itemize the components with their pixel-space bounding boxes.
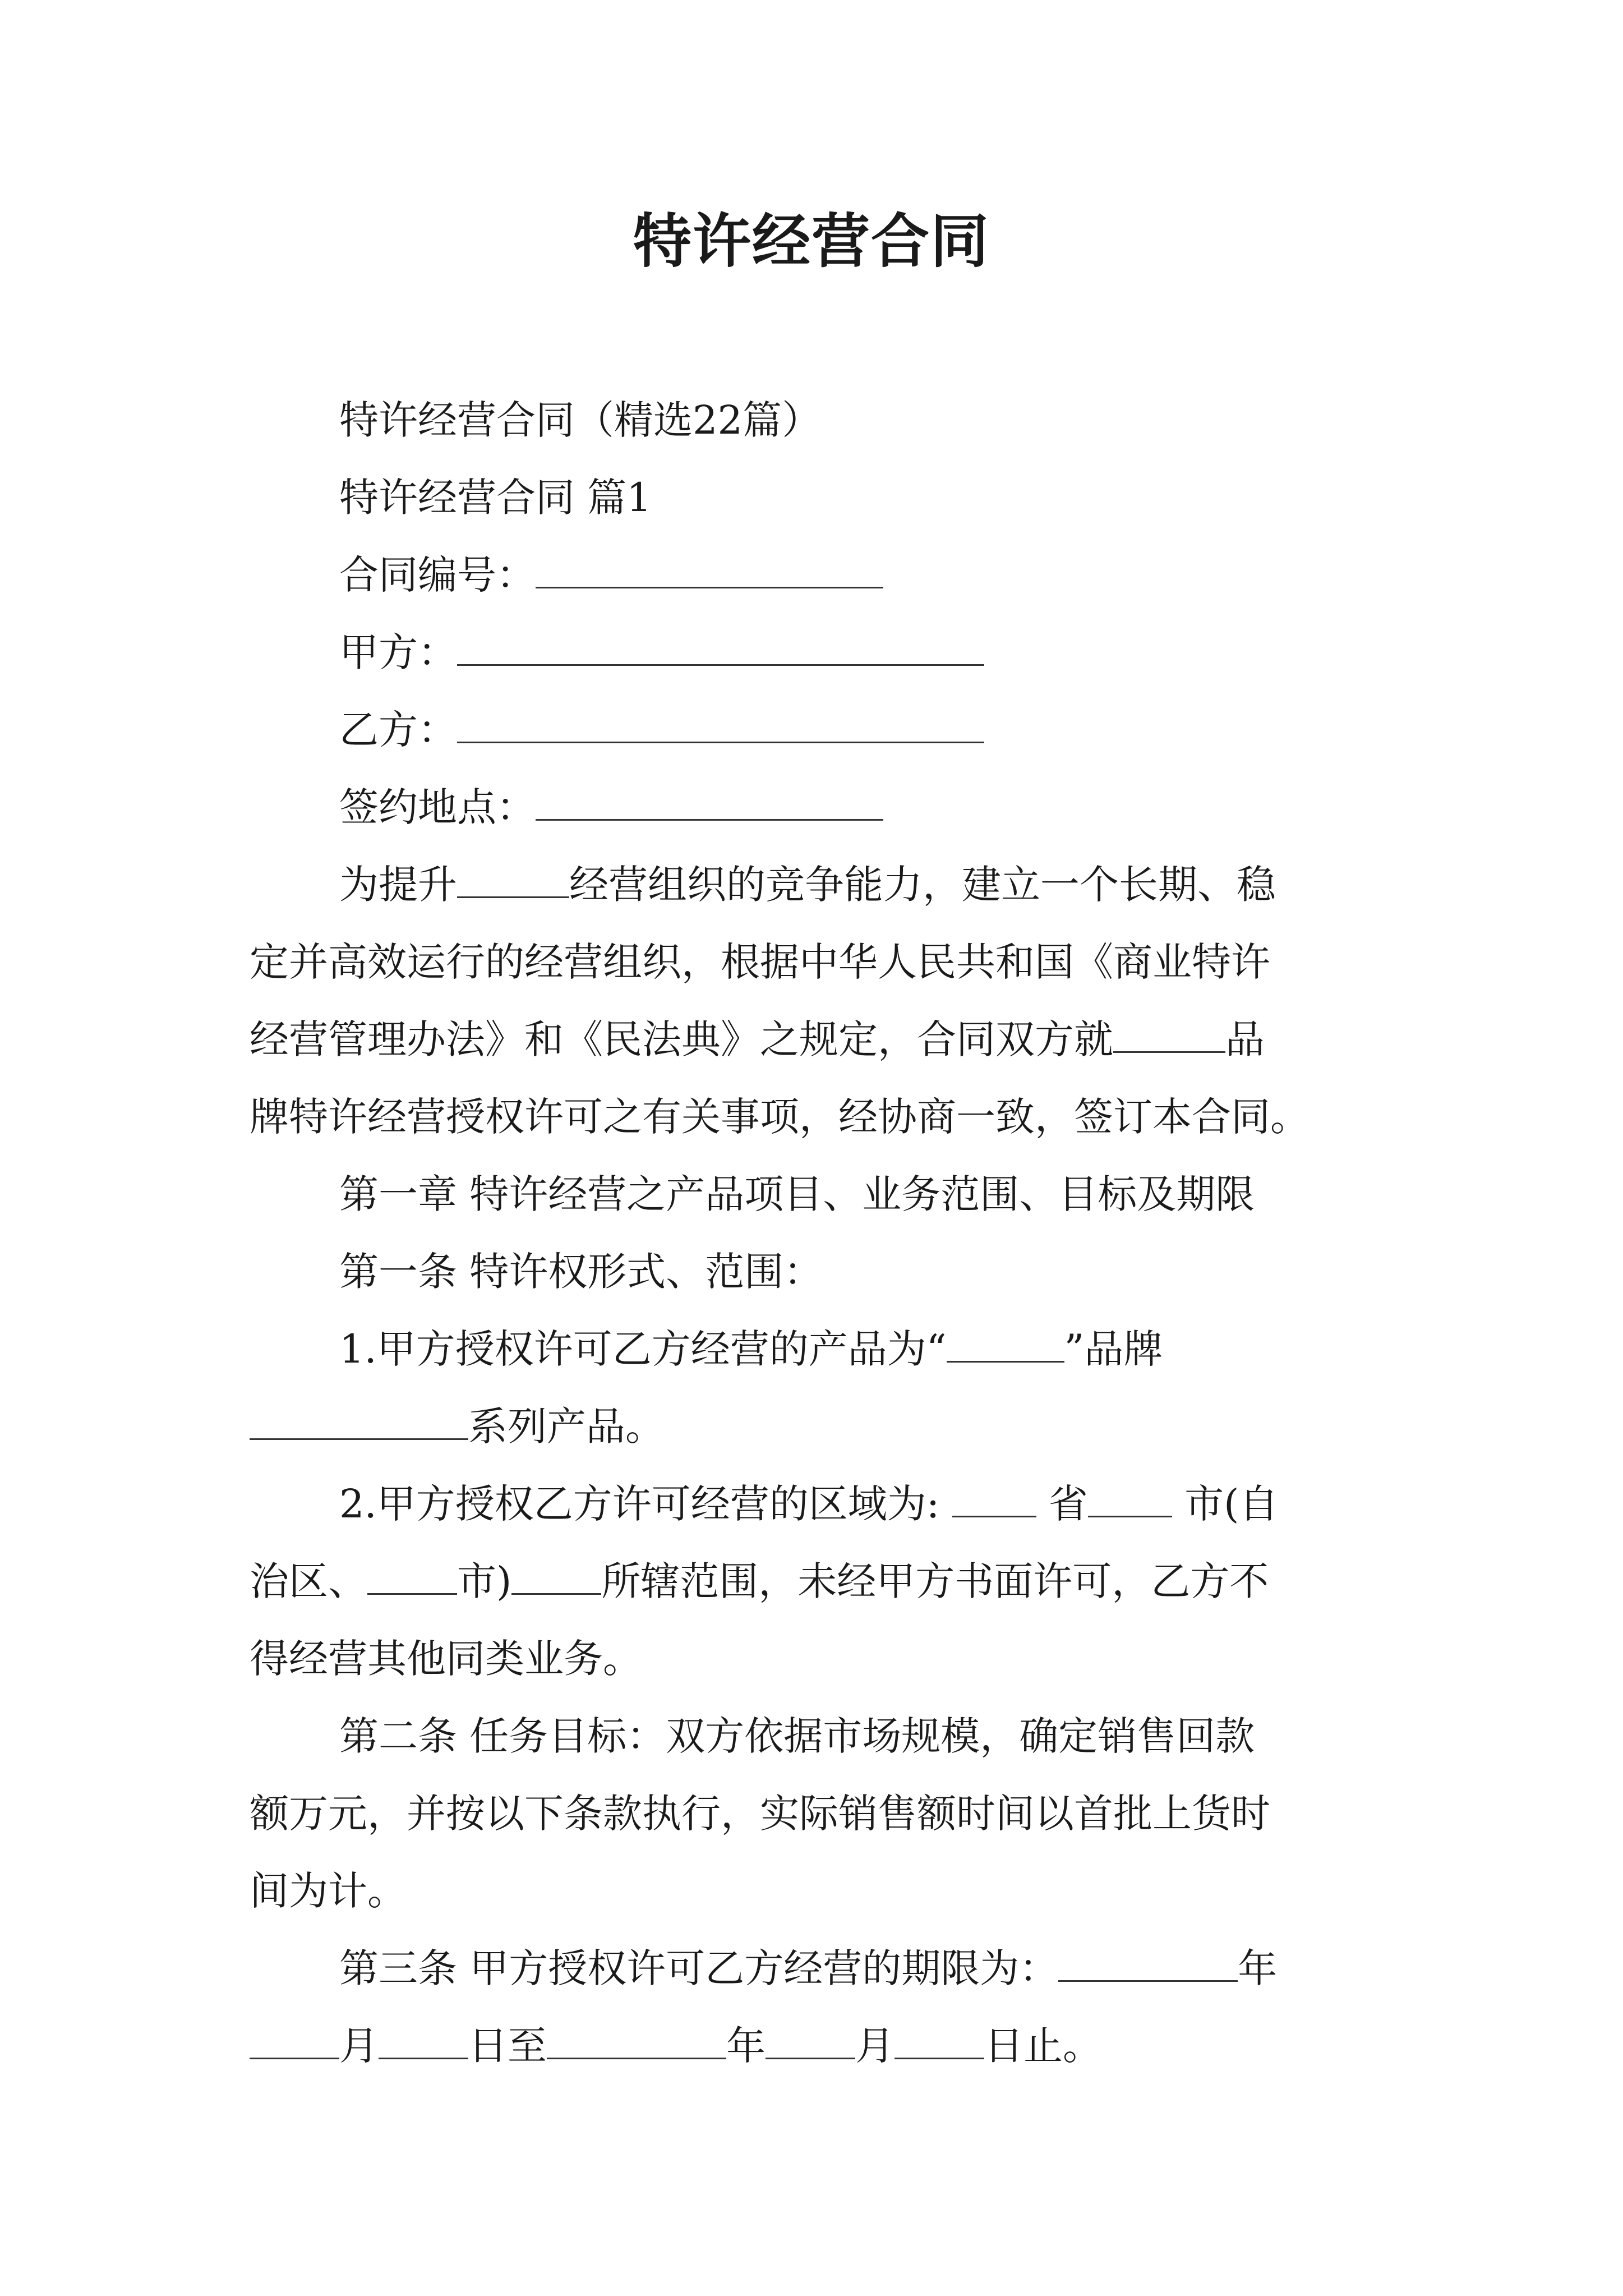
text: 品 (1225, 1016, 1265, 1062)
item-two-line (250, 1620, 1382, 1697)
text: 系列产品。 (468, 1404, 665, 1450)
text: 经营管理办法》和《民法典》之规定，合同双方就 (250, 1016, 1113, 1062)
label: 签约地点： (339, 784, 536, 830)
month-blank (250, 2026, 339, 2059)
item-two-line (250, 1465, 1382, 1543)
paragraph-line (250, 923, 1382, 1001)
text: 特许经营合同（精选22篇） (339, 397, 822, 443)
text: 特许经营合同 篇1 (339, 475, 652, 521)
article-two-line (250, 1697, 1382, 1775)
series-blank (250, 1407, 468, 1440)
brand-blank (947, 1329, 1064, 1363)
text: 定并高效运行的经营组织，根据中华人民共和国《商业特许 (250, 939, 1270, 985)
party-a-blank (457, 633, 984, 666)
paragraph-line (250, 1001, 1382, 1078)
paragraph-line (250, 846, 1382, 923)
text: 额万元，并按以下条款执行，实际销售额时间以首批上货时 (250, 1791, 1270, 1837)
document-body (250, 381, 1382, 2085)
text: 得经营其他同类业务。 (250, 1636, 642, 1682)
contract-number-blank (536, 555, 883, 588)
label: 乙方： (339, 707, 457, 753)
text: 月 (855, 2023, 895, 2069)
text: 治区、 (250, 1558, 367, 1604)
text: 牌特许经营授权许可之有关事项，经协商一致，签订本合同。 (250, 1094, 1310, 1140)
city-blank (1088, 1484, 1172, 1517)
text: 经营组织的竞争能力，建立一个长期、稳 (569, 862, 1276, 908)
blank (511, 1562, 601, 1595)
item-two-line (250, 1543, 1382, 1620)
text: 日至 (468, 2023, 547, 2069)
text: 1.甲方授权许可乙方经营的产品为“ (339, 1326, 947, 1372)
line-contract-number (250, 536, 1382, 614)
text: 为提升 (339, 862, 457, 908)
text: 所辖范围，未经甲方书面许可，乙方不 (601, 1558, 1269, 1604)
text: 第二条 任务目标：双方依据市场规模，确定销售回款 (339, 1713, 1255, 1759)
year-blank (547, 2026, 726, 2059)
article-three-line (250, 1930, 1382, 2007)
text: 第三条 甲方授权许可乙方经营的期限为： (339, 1945, 1059, 1991)
month-blank (766, 2026, 855, 2059)
blank (1113, 1020, 1225, 1053)
text: 日止。 (984, 2023, 1102, 2069)
text: 月 (339, 2023, 379, 2069)
article-one-heading (250, 1233, 1382, 1310)
text: 年 (1238, 1945, 1278, 1991)
chapter-one-heading (250, 1156, 1382, 1233)
blank (367, 1562, 457, 1595)
text: 第一条 特许权形式、范围： (339, 1249, 823, 1295)
day-blank (895, 2026, 984, 2059)
line-collection-title (250, 381, 1382, 459)
party-b-blank (457, 710, 984, 743)
signing-place-blank (536, 788, 883, 821)
text: 省 (1048, 1481, 1088, 1527)
blank (457, 865, 569, 898)
day-blank (379, 2026, 468, 2059)
text: 第一章 特许经营之产品项目、业务范围、目标及期限 (339, 1171, 1255, 1217)
line-signing-place (250, 769, 1382, 846)
article-two-line (250, 1852, 1382, 1930)
province-blank (952, 1484, 1036, 1517)
paragraph-line (250, 1078, 1382, 1156)
article-two-line (250, 1775, 1382, 1852)
label: 甲方： (339, 629, 457, 675)
text: 市(自 (1184, 1481, 1279, 1527)
text: ”品牌 (1064, 1326, 1163, 1372)
article-three-line (250, 2007, 1382, 2085)
year-blank (1058, 1949, 1238, 1982)
line-party-b (250, 691, 1382, 769)
label: 合同编号： (339, 552, 536, 598)
text: 年 (726, 2023, 766, 2069)
line-chapter-heading (250, 459, 1382, 536)
item-one-line (250, 1388, 1382, 1465)
text: 间为计。 (250, 1868, 407, 1914)
text: 市) (457, 1558, 512, 1604)
line-party-a (250, 614, 1382, 691)
text: 2.甲方授权乙方许可经营的区域为: (339, 1481, 940, 1527)
document-title: 特许经营合同 (633, 207, 990, 275)
item-one-line (250, 1310, 1382, 1388)
